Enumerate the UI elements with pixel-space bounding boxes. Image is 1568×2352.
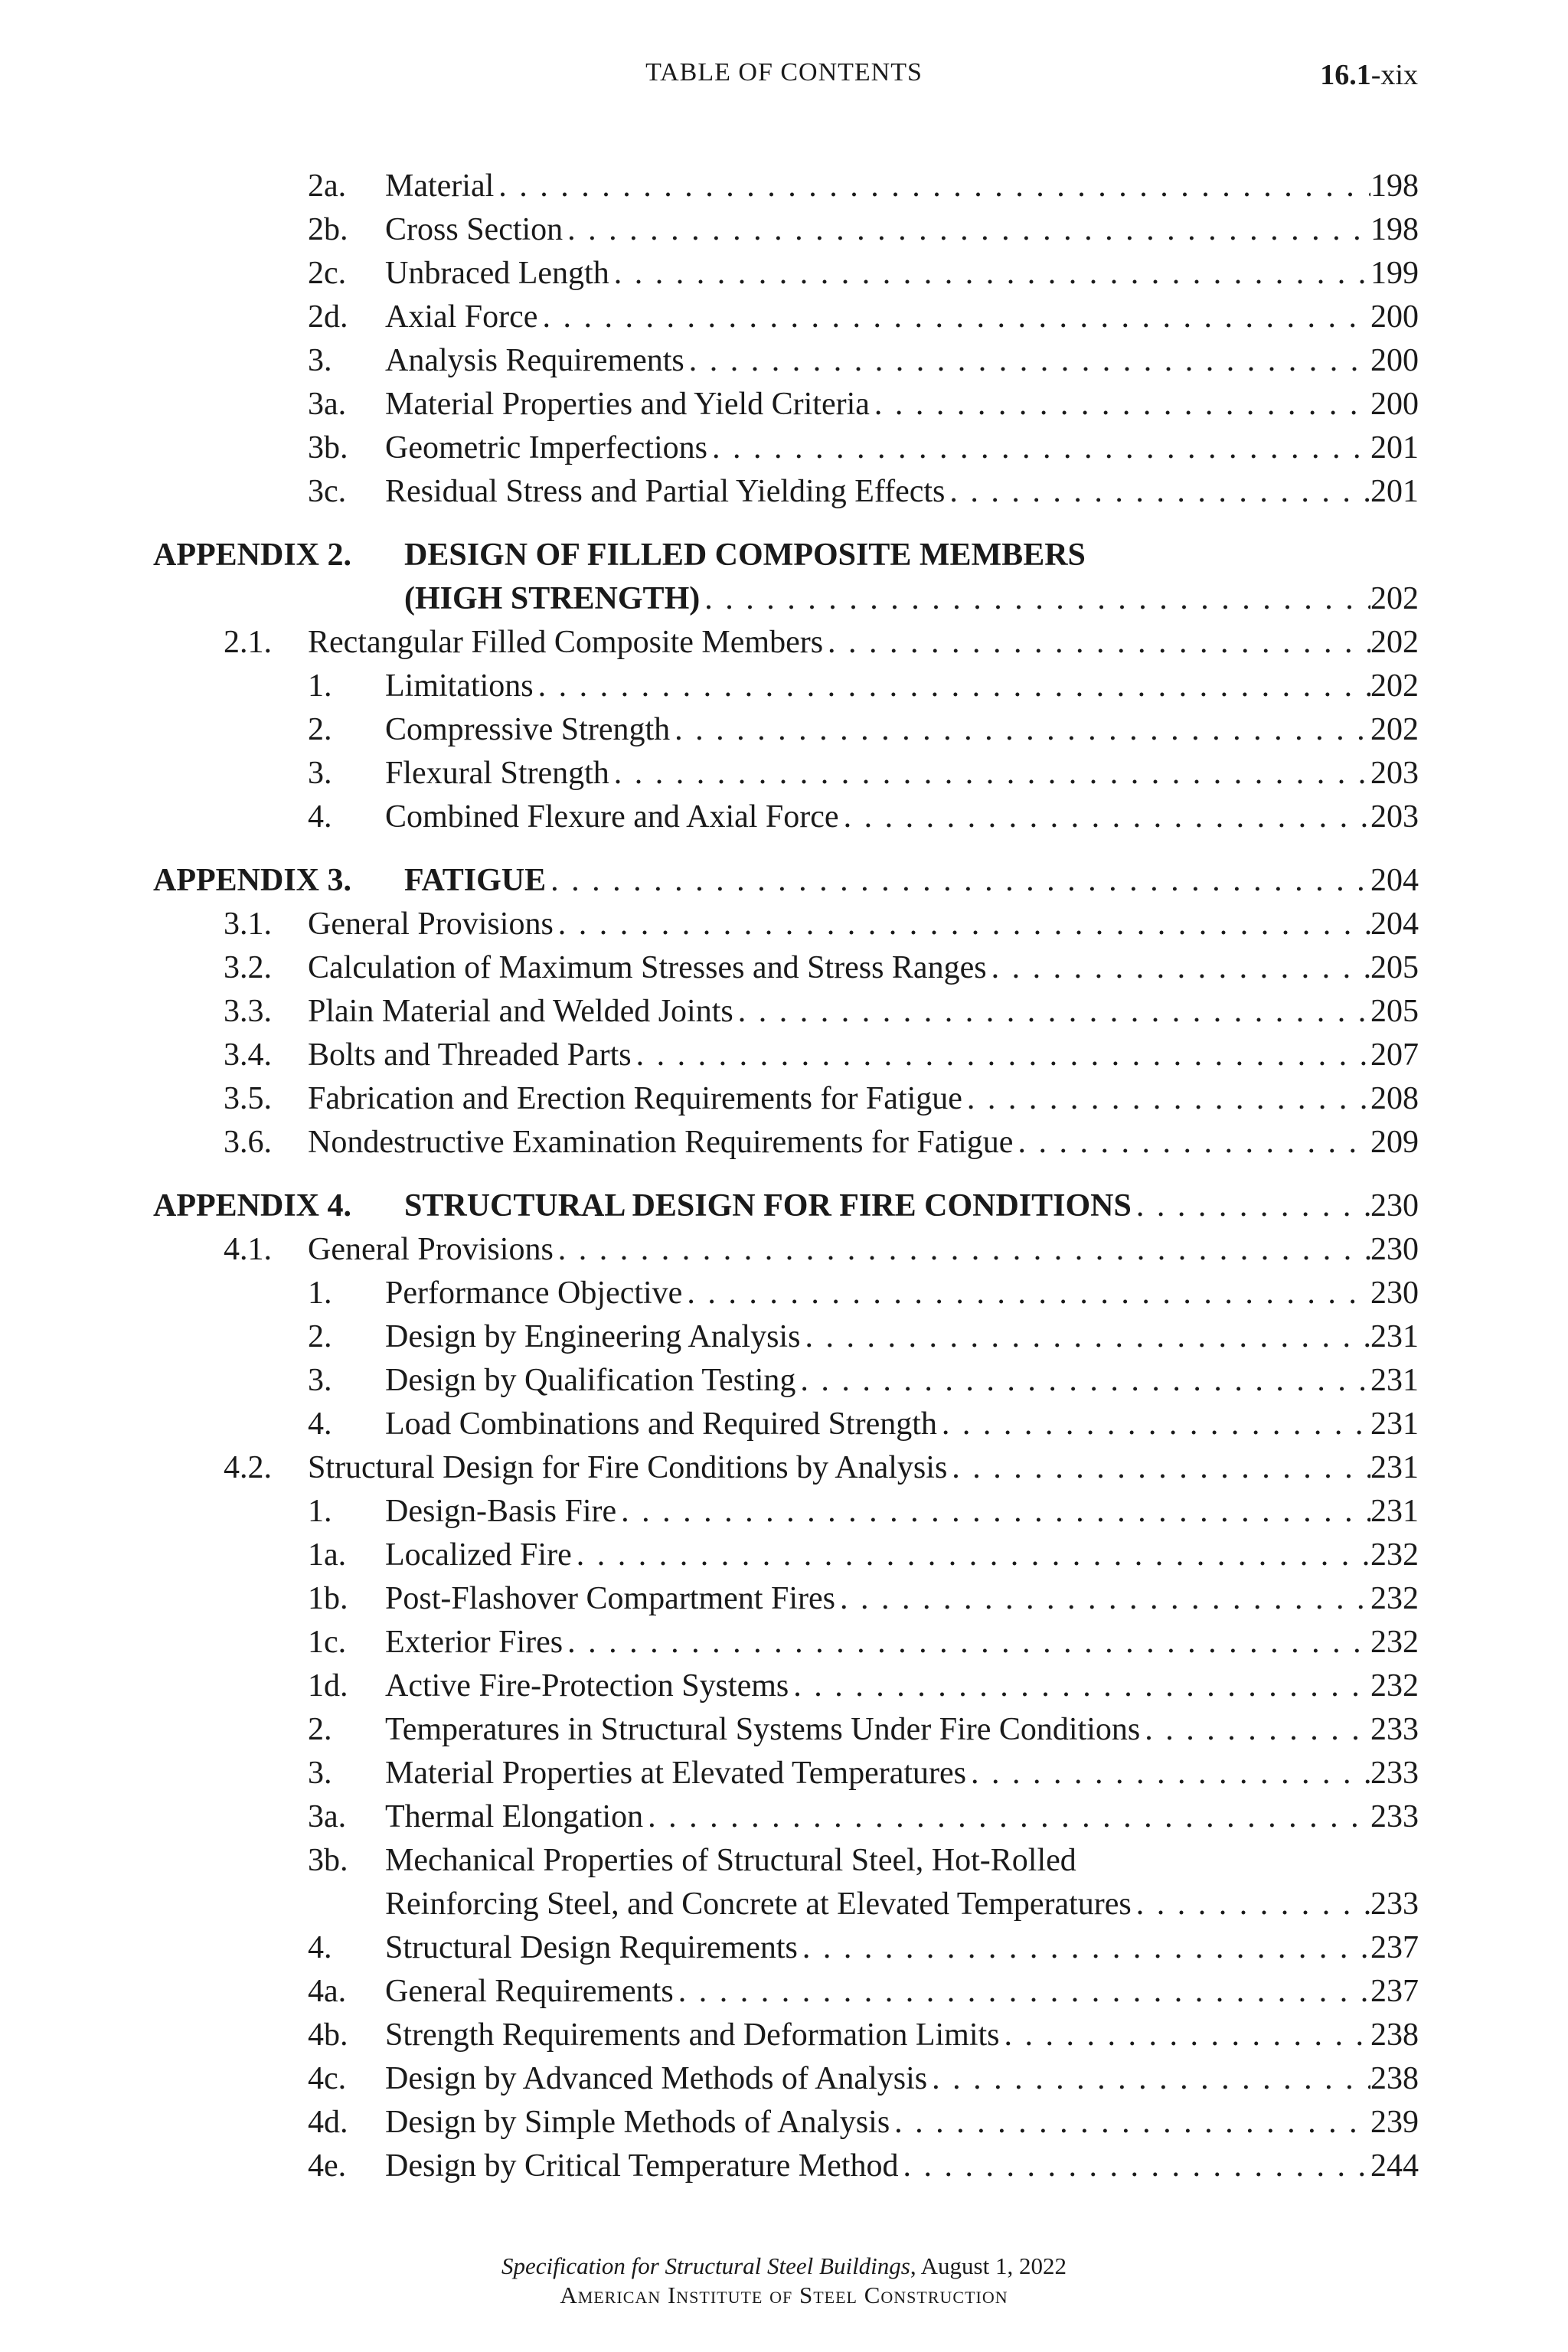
- dot-leader: [795, 1359, 1370, 1403]
- toc-entry-number: 1.: [308, 668, 332, 704]
- toc-entry-number: 3.1.: [224, 906, 272, 942]
- dot-leader: [800, 1315, 1370, 1359]
- toc-entry[interactable]: [0, 1752, 1568, 1795]
- toc-entry-number: 2.: [308, 1712, 332, 1747]
- toc-entry-page: 232: [1370, 1668, 1419, 1704]
- toc-entry-page: 231: [1370, 1494, 1419, 1529]
- toc-entry-title: Analysis Requirements: [385, 343, 684, 378]
- toc-entry-page: 200: [1370, 299, 1419, 335]
- dot-leader: [554, 1228, 1370, 1272]
- toc-entry-title: Combined Flexure and Axial Force: [385, 799, 839, 835]
- toc-entry-page: 202: [1370, 668, 1419, 704]
- toc-entry-page: 238: [1370, 2017, 1419, 2053]
- toc-entry[interactable]: [0, 2057, 1568, 2101]
- toc-entry-title: General Provisions: [308, 1232, 554, 1267]
- toc-entry-title: Structural Design Requirements: [385, 1930, 798, 1965]
- toc-entry-page: 233: [1370, 1756, 1419, 1791]
- toc-entry[interactable]: [0, 1403, 1568, 1446]
- toc-entry[interactable]: [0, 470, 1568, 514]
- dot-leader: [609, 752, 1370, 795]
- toc-entry[interactable]: [0, 1359, 1568, 1403]
- toc-entry-number: 2.: [308, 1319, 332, 1354]
- dot-leader: [616, 1490, 1370, 1534]
- toc-entry[interactable]: [0, 1664, 1568, 1708]
- toc-entry[interactable]: [0, 1839, 1568, 1883]
- toc-entry-title: Residual Stress and Partial Yielding Effects: [385, 474, 946, 509]
- toc-entry-page: 230: [1370, 1188, 1419, 1223]
- toc-entry-page: 230: [1370, 1276, 1419, 1311]
- appendix-label: APPENDIX 2.: [153, 537, 351, 573]
- appendix-title-line1: DESIGN OF FILLED COMPOSITE MEMBERS: [404, 537, 1086, 573]
- dot-leader: [823, 621, 1370, 665]
- toc-entry-number: 3.3.: [224, 994, 272, 1029]
- dot-leader: [890, 2101, 1370, 2145]
- toc-entry-number: 2b.: [308, 212, 348, 247]
- toc-entry-page: 238: [1370, 2061, 1419, 2096]
- toc-entry-title: Plain Material and Welded Joints: [308, 994, 733, 1029]
- toc-entry[interactable]: [0, 1926, 1568, 1970]
- toc-entry-page: 231: [1370, 1363, 1419, 1398]
- toc-entry[interactable]: [0, 708, 1568, 752]
- toc-entry-number: 3a.: [308, 1799, 347, 1834]
- dot-leader: [835, 1577, 1370, 1621]
- toc-entry-number: 2.1.: [224, 625, 272, 660]
- dot-leader: [546, 859, 1370, 903]
- dot-leader: [674, 1970, 1370, 2014]
- toc-entry[interactable]: [0, 2014, 1568, 2057]
- toc-entry-number: 4d.: [308, 2105, 348, 2140]
- toc-entry[interactable]: [0, 795, 1568, 839]
- toc-entry[interactable]: [0, 621, 1568, 665]
- dot-leader: [682, 1272, 1370, 1315]
- toc-entry-title-line2: Reinforcing Steel, and Concrete at Elevated Temperatures: [385, 1886, 1132, 1922]
- toc-entry-page: 209: [1370, 1125, 1419, 1160]
- toc-entry-page: 244: [1370, 2148, 1419, 2184]
- dot-leader: [632, 1034, 1370, 1077]
- toc-entry-page: 233: [1370, 1712, 1419, 1747]
- toc-entry-number: 3a.: [308, 387, 347, 422]
- toc-entry-title: Localized Fire: [385, 1537, 572, 1573]
- dot-leader: [898, 2145, 1370, 2188]
- dot-leader: [534, 665, 1370, 708]
- dot-leader: [554, 903, 1370, 946]
- toc-entry-page: 232: [1370, 1625, 1419, 1660]
- toc-entry-number: 2.: [308, 712, 332, 747]
- toc-entry-number: 4.: [308, 799, 332, 835]
- toc-entry-title: Design by Engineering Analysis: [385, 1319, 801, 1354]
- toc-entry-page: 200: [1370, 387, 1419, 422]
- toc-entry-title: General Requirements: [385, 1974, 674, 2009]
- toc-entry[interactable]: [0, 990, 1568, 1034]
- toc-entry-title: General Provisions: [308, 906, 554, 942]
- dot-leader: [945, 470, 1370, 514]
- toc-entry[interactable]: [0, 1970, 1568, 2014]
- toc-entry-number: 4.: [308, 1930, 332, 1965]
- footer-date: , August 1, 2022: [910, 2252, 1067, 2279]
- toc-entry-title: Nondestructive Examination Requirements for Fatigue: [308, 1125, 1014, 1160]
- toc-entry-page: 203: [1370, 756, 1419, 791]
- toc-entry-number: 4c.: [308, 2061, 347, 2096]
- toc-entry-title: Design by Advanced Methods of Analysis: [385, 2061, 928, 2096]
- dot-leader: [563, 208, 1370, 252]
- appendix-3-heading[interactable]: [0, 859, 1568, 903]
- toc-entry-title: Design by Critical Temperature Method: [385, 2148, 899, 2184]
- dot-leader: [572, 1534, 1370, 1577]
- toc-entry[interactable]: [0, 1490, 1568, 1534]
- toc-entry-number: 3.2.: [224, 950, 272, 985]
- toc-entry-page: 237: [1370, 1930, 1419, 1965]
- toc-entry-number: 3.: [308, 756, 332, 791]
- toc-entry-number: 1c.: [308, 1625, 347, 1660]
- page-number: [1320, 58, 1418, 92]
- toc-entry-title: Calculation of Maximum Stresses and Stress Ranges: [308, 950, 987, 985]
- toc-entry-number: 4b.: [308, 2017, 348, 2053]
- toc-entry-number: 1.: [308, 1494, 332, 1529]
- dot-leader: [987, 946, 1370, 990]
- toc-entry-page: 205: [1370, 950, 1419, 985]
- toc-entry-page: 231: [1370, 1319, 1419, 1354]
- dot-leader: [700, 577, 1370, 621]
- toc-entry-page: 207: [1370, 1037, 1419, 1073]
- toc-entry-page: 201: [1370, 430, 1419, 466]
- toc-entry-number: 4.1.: [224, 1232, 272, 1267]
- toc-entry-title: Material: [385, 168, 495, 204]
- toc-entry-title: Cross Section: [385, 212, 564, 247]
- dot-leader: [494, 165, 1370, 208]
- dot-leader: [670, 708, 1370, 752]
- dot-leader: [684, 339, 1370, 383]
- toc-entry-cont[interactable]: [0, 1883, 1568, 1926]
- toc-entry-title: Axial Force: [385, 299, 538, 335]
- dot-leader: [707, 426, 1370, 470]
- toc-entry[interactable]: [0, 165, 1568, 208]
- toc-entry[interactable]: [0, 1621, 1568, 1664]
- dot-leader: [1013, 1121, 1370, 1165]
- toc-entry[interactable]: [0, 1534, 1568, 1577]
- toc-entry-page: 205: [1370, 994, 1419, 1029]
- toc-entry-number: 1.: [308, 1276, 332, 1311]
- toc-entry-page: 202: [1370, 581, 1419, 616]
- toc-entry-number: 1d.: [308, 1668, 348, 1704]
- toc-entry-title: Post-Flashover Compartment Fires: [385, 1581, 835, 1616]
- toc-entry-title: Design-Basis Fire: [385, 1494, 617, 1529]
- dot-leader: [1132, 1883, 1370, 1926]
- toc-entry[interactable]: [0, 2145, 1568, 2188]
- toc-entry-title: Limitations: [385, 668, 534, 704]
- toc-entry-number: 2d.: [308, 299, 348, 335]
- toc-entry-title: Design by Qualification Testing: [385, 1363, 796, 1398]
- toc-entry-number: 2c.: [308, 256, 347, 291]
- toc-entry-page: 208: [1370, 1081, 1419, 1116]
- toc-entry-page: 198: [1370, 168, 1419, 204]
- dot-leader: [789, 1664, 1370, 1708]
- toc-entry-page: 239: [1370, 2105, 1419, 2140]
- toc-entry-title: Thermal Elongation: [385, 1799, 644, 1834]
- toc-entry[interactable]: [0, 426, 1568, 470]
- dot-leader: [1000, 2014, 1370, 2057]
- toc-entry-number: 4a.: [308, 1974, 347, 2009]
- toc-entry-page: 231: [1370, 1450, 1419, 1485]
- toc-entry-number: 4.: [308, 1406, 332, 1442]
- toc-entry-number: 3.6.: [224, 1125, 272, 1160]
- appendix-2-heading[interactable]: [0, 534, 1568, 577]
- toc-entry-title: Compressive Strength: [385, 712, 671, 747]
- appendix-label: APPENDIX 3.: [153, 863, 351, 898]
- toc-entry-title: Geometric Imperfections: [385, 430, 707, 466]
- toc-entry[interactable]: [0, 252, 1568, 296]
- running-head-title: TABLE OF CONTENTS: [645, 58, 923, 87]
- toc-entry-number: 3.4.: [224, 1037, 272, 1073]
- toc-entry[interactable]: [0, 383, 1568, 426]
- toc-entry-title: Design by Simple Methods of Analysis: [385, 2105, 890, 2140]
- toc-entry[interactable]: [0, 1315, 1568, 1359]
- toc-entry-number: 3.: [308, 343, 332, 378]
- toc-entry-number: 3.5.: [224, 1081, 272, 1116]
- toc-entry-title: Fabrication and Erection Requirements for Fatigue: [308, 1081, 962, 1116]
- toc-entry-title: Exterior Fires: [385, 1625, 564, 1660]
- toc-entry-number: 3.: [308, 1363, 332, 1398]
- toc-entry-number: 3b.: [308, 1843, 348, 1878]
- toc-entry-title: Material Properties and Yield Criteria: [385, 387, 870, 422]
- toc-entry-page: 198: [1370, 212, 1419, 247]
- dot-leader: [733, 990, 1370, 1034]
- toc-entry[interactable]: [0, 752, 1568, 795]
- toc-entry[interactable]: [0, 1446, 1568, 1490]
- dot-leader: [1132, 1184, 1370, 1228]
- toc-entry-title: Bolts and Threaded Parts: [308, 1037, 632, 1073]
- dot-leader: [1140, 1708, 1370, 1752]
- dot-leader: [798, 1926, 1370, 1970]
- toc-entry-page: 202: [1370, 712, 1419, 747]
- table-of-contents: [0, 165, 1568, 2188]
- dot-leader: [839, 795, 1370, 839]
- dot-leader: [966, 1752, 1370, 1795]
- toc-entry[interactable]: [0, 1077, 1568, 1121]
- toc-entry-page: 202: [1370, 625, 1419, 660]
- toc-entry-title-line1: Mechanical Properties of Structural Steel, Hot-Rolled: [385, 1843, 1076, 1878]
- toc-entry[interactable]: [0, 1121, 1568, 1165]
- toc-entry-page: 199: [1370, 256, 1419, 291]
- dot-leader: [947, 1446, 1370, 1490]
- dot-leader: [563, 1621, 1370, 1664]
- toc-entry-number: 3c.: [308, 474, 347, 509]
- toc-entry-page: 200: [1370, 343, 1419, 378]
- dot-leader: [609, 252, 1370, 296]
- toc-entry-number: 4e.: [308, 2148, 347, 2184]
- toc-entry-page: 232: [1370, 1537, 1419, 1573]
- toc-entry-title: Flexural Strength: [385, 756, 609, 791]
- toc-entry-title: Rectangular Filled Composite Members: [308, 625, 824, 660]
- toc-entry-page: 233: [1370, 1886, 1419, 1922]
- toc-entry-title: Strength Requirements and Deformation Limits: [385, 2017, 1000, 2053]
- toc-entry[interactable]: [0, 1228, 1568, 1272]
- toc-entry[interactable]: [0, 339, 1568, 383]
- toc-entry-number: 3.: [308, 1756, 332, 1791]
- page-number-suffix: -xix: [1370, 59, 1418, 91]
- toc-entry[interactable]: [0, 1034, 1568, 1077]
- toc-entry-page: 233: [1370, 1799, 1419, 1834]
- toc-entry[interactable]: [0, 1577, 1568, 1621]
- dot-leader: [643, 1795, 1370, 1839]
- toc-entry[interactable]: [0, 665, 1568, 708]
- toc-entry-page: 237: [1370, 1974, 1419, 2009]
- toc-entry[interactable]: [0, 903, 1568, 946]
- toc-entry-page: 204: [1370, 863, 1419, 898]
- footer-title: Specification for Structural Steel Buildings: [501, 2252, 910, 2279]
- toc-entry-page: 232: [1370, 1581, 1419, 1616]
- toc-entry[interactable]: [0, 946, 1568, 990]
- toc-entry-number: 4.2.: [224, 1450, 272, 1485]
- footer-publisher: American Institute of Steel Construction: [560, 2282, 1008, 2308]
- toc-entry-number: 2a.: [308, 168, 347, 204]
- appendix-4-heading[interactable]: [0, 1184, 1568, 1228]
- appendix-label: APPENDIX 4.: [153, 1188, 351, 1223]
- toc-entry[interactable]: [0, 1272, 1568, 1315]
- toc-entry-title: Load Combinations and Required Strength: [385, 1406, 937, 1442]
- dot-leader: [537, 296, 1370, 339]
- toc-entry-page: 231: [1370, 1406, 1419, 1442]
- dot-leader: [870, 383, 1370, 426]
- toc-entry[interactable]: [0, 296, 1568, 339]
- toc-entry-page: 230: [1370, 1232, 1419, 1267]
- appendix-2-heading-cont[interactable]: [0, 577, 1568, 621]
- toc-entry-title: Structural Design for Fire Conditions by Analysis: [308, 1450, 948, 1485]
- footer-citation: [0, 2252, 1568, 2280]
- toc-entry-number: 1a.: [308, 1537, 347, 1573]
- dot-leader: [937, 1403, 1370, 1446]
- dot-leader: [927, 2057, 1370, 2101]
- toc-entry[interactable]: [0, 1795, 1568, 1839]
- toc-entry-title: Active Fire-Protection Systems: [385, 1668, 789, 1704]
- toc-entry-page: 201: [1370, 474, 1419, 509]
- appendix-title: STRUCTURAL DESIGN FOR FIRE CONDITIONS: [404, 1188, 1132, 1223]
- toc-entry-title: Performance Objective: [385, 1276, 683, 1311]
- toc-entry-title: Material Properties at Elevated Temperatures: [385, 1756, 966, 1791]
- toc-entry-title: Unbraced Length: [385, 256, 609, 291]
- appendix-title: FATIGUE: [404, 863, 547, 898]
- toc-entry-page: 204: [1370, 906, 1419, 942]
- toc-entry-title: Temperatures in Structural Systems Under Fire Conditions: [385, 1712, 1141, 1747]
- toc-entry-number: 3b.: [308, 430, 348, 466]
- page-number-bold: 16.1: [1320, 59, 1371, 91]
- toc-entry[interactable]: [0, 2101, 1568, 2145]
- toc-entry-number: 1b.: [308, 1581, 348, 1616]
- toc-entry[interactable]: [0, 1708, 1568, 1752]
- toc-entry[interactable]: [0, 208, 1568, 252]
- toc-entry-page: 203: [1370, 799, 1419, 835]
- appendix-title-line2: (HIGH STRENGTH): [404, 581, 701, 616]
- dot-leader: [962, 1077, 1370, 1121]
